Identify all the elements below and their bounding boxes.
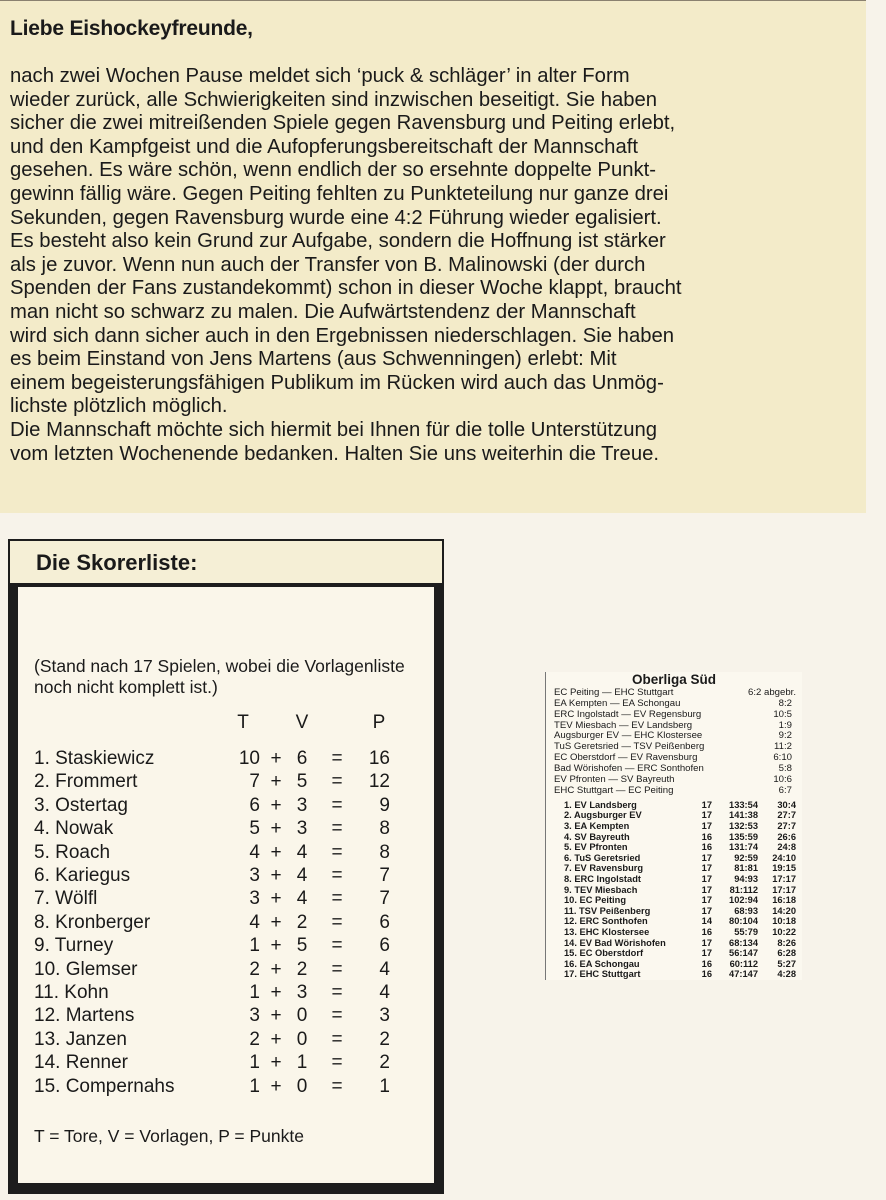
vorlagen-value: 3	[296, 982, 308, 1003]
letter-line: einem begeisterungsfähigen Publikum im Rücken wird auch das Unmög-	[10, 371, 664, 394]
game-match: Augsburger EV — EHC Klostersee	[554, 730, 703, 742]
standings-row	[546, 800, 802, 811]
standings-points: 19:15	[772, 863, 796, 874]
punkte-value: 16	[368, 748, 390, 769]
standings-row	[546, 863, 802, 874]
standings-games: 16	[701, 831, 712, 842]
game-score: 10:6	[773, 774, 792, 786]
punkte-value: 7	[379, 888, 390, 910]
tore-value: 7	[249, 771, 260, 793]
standings-row	[546, 959, 802, 970]
tore-value: 1	[249, 1075, 260, 1097]
punkte-value: 8	[379, 818, 390, 840]
standings-games: 17	[701, 873, 712, 884]
player-name: 13. Janzen	[34, 1028, 127, 1050]
letter-line: als je zuvor. Wenn nun auch der Transfer von B. Malinowski (der durch	[10, 253, 646, 276]
equals-sign: =	[331, 911, 343, 933]
game-result-row	[546, 786, 802, 797]
tore-value: 3	[249, 865, 260, 886]
standings-games: 17	[701, 905, 712, 916]
punkte-value: 12	[368, 771, 390, 793]
plus-sign: +	[270, 935, 282, 957]
plus-sign: +	[270, 911, 282, 933]
punkte-value: 2	[379, 1028, 390, 1050]
plus-sign: +	[270, 1005, 282, 1027]
equals-sign: =	[331, 748, 343, 769]
tore-value: 6	[249, 794, 260, 816]
punkte-value: 3	[379, 1005, 390, 1027]
standings-goals: 81:81	[734, 863, 758, 874]
standings-row	[546, 938, 802, 949]
vorlagen-value: 0	[296, 1005, 308, 1027]
scorer-row	[8, 935, 408, 959]
scorer-row	[8, 795, 408, 819]
game-result-row	[546, 710, 802, 721]
player-name: 14. Renner	[34, 1052, 129, 1074]
standings-goals: 131:74	[729, 842, 758, 853]
vorlagen-value: 0	[296, 1075, 308, 1097]
player-name: 12. Martens	[34, 1005, 135, 1027]
standings-goals: 135:59	[729, 831, 758, 842]
scorer-note: (Stand nach 17 Spielen, wobei die Vorlagenliste noch nicht komplett ist.)	[34, 656, 405, 697]
scorer-row	[8, 959, 408, 983]
vorlagen-value: 2	[296, 958, 308, 980]
tore-value: 1	[249, 1052, 260, 1074]
standings-games: 17	[701, 810, 712, 821]
plus-sign: +	[270, 794, 282, 816]
punkte-value: 4	[379, 982, 390, 1003]
scorer-title: Die Skorerliste:	[36, 550, 198, 575]
scorer-row	[8, 1052, 408, 1076]
equals-sign: =	[331, 794, 343, 816]
game-score: 11:2	[774, 741, 792, 753]
game-match: EC Oberstdorf — EV Ravensburg	[554, 752, 698, 764]
letter-title: Liebe Eishockeyfreunde,	[10, 17, 253, 40]
letter-line: gesehen. Es wäre schön, wenn endlich der so ersehnte doppelte Punkt-	[10, 159, 657, 182]
game-match: EHC Stuttgart — EC Peiting	[554, 784, 674, 796]
player-name: 7. Wölfl	[34, 888, 98, 910]
equals-sign: =	[331, 958, 343, 980]
equals-sign: =	[331, 1028, 343, 1050]
letter-line: vom letzten Wochenende bedanken. Halten Sie uns weiterhin die Treue.	[10, 442, 660, 465]
standings-team: 3. EA Kempten	[564, 821, 630, 831]
standings-games: 17	[701, 937, 712, 948]
scorer-row	[8, 1076, 408, 1100]
standings-row	[546, 853, 802, 864]
punkte-value: 9	[379, 794, 390, 816]
equals-sign: =	[331, 841, 343, 863]
standings-goals: 133:54	[729, 799, 758, 810]
equals-sign: =	[331, 865, 343, 886]
standings-points: 8:26	[777, 937, 796, 948]
scorer-row	[8, 888, 408, 912]
punkte-value: 1	[379, 1075, 390, 1097]
standings-row	[546, 874, 802, 885]
standings-team: 4. SV Bayreuth	[564, 831, 630, 842]
equals-sign: =	[331, 1052, 343, 1074]
letter-line: und den Kampfgeist und die Aufopferungsbereitschaft der Mannschaft	[10, 135, 639, 158]
player-name: 6. Kariegus	[34, 865, 131, 886]
tore-value: 1	[249, 982, 260, 1003]
standings-games: 17	[701, 863, 712, 874]
standings-row	[546, 969, 802, 980]
standings-points: 6:28	[777, 948, 796, 959]
header-punkte: P	[372, 712, 386, 733]
standings-goals: 102:94	[729, 895, 758, 906]
standings-row	[546, 832, 802, 843]
letter-line: wieder zurück, alle Schwierigkeiten sind inzwischen beseitigt. Sie haben	[10, 88, 658, 111]
standings-games: 17	[701, 884, 712, 895]
standings-team: 1. EV Landsberg	[564, 799, 637, 810]
standings-row	[546, 810, 802, 821]
standings-goals: 68:93	[734, 905, 758, 916]
standings-points: 10:22	[772, 926, 796, 937]
game-score: 6:7	[778, 784, 792, 796]
vorlagen-value: 0	[296, 1028, 308, 1050]
punkte-value: 6	[379, 911, 390, 933]
game-match: EV Pfronten — SV Bayreuth	[554, 774, 675, 786]
letter-line: man nicht so schwarz zu malen. Die Aufwärtstendenz der Mannschaft	[10, 300, 636, 323]
scorer-row	[8, 865, 408, 889]
standings-goals: 56:147	[729, 948, 758, 959]
standings-team: 14. EV Bad Wörishofen	[564, 937, 666, 948]
standings-team: 6. TuS Geretsried	[564, 852, 641, 863]
header-vorlagen: V	[295, 712, 309, 733]
standings-team: 12. ERC Sonthofen	[564, 916, 648, 927]
plus-sign: +	[270, 982, 282, 1003]
scorer-header	[8, 539, 444, 585]
standings-row	[546, 842, 802, 853]
plus-sign: +	[270, 1075, 282, 1097]
standings-goals: 47:147	[729, 969, 758, 980]
standings-games: 17	[701, 821, 712, 831]
letter-line: Die Mannschaft möchte sich hiermit bei Ihnen für die tolle Unterstützung	[10, 418, 658, 441]
game-score: 5:8	[778, 763, 792, 775]
standings-team: 13. EHC Klostersee	[564, 926, 650, 937]
tore-value: 4	[249, 841, 260, 863]
game-match: Bad Wörishofen — ERC Sonthofen	[554, 763, 704, 775]
game-match: EA Kempten — EA Schongau	[554, 697, 681, 709]
standings-points: 24:10	[772, 852, 796, 863]
letter-body	[10, 65, 866, 466]
standings-row	[546, 948, 802, 959]
standings-team: 17. EHC Stuttgart	[564, 969, 641, 980]
standings-points: 4:28	[777, 969, 796, 980]
player-name: 5. Roach	[34, 841, 111, 863]
vorlagen-value: 6	[296, 748, 308, 769]
punkte-value: 2	[379, 1052, 390, 1074]
standings-team: 5. EV Pfronten	[564, 842, 628, 853]
punkte-value: 4	[379, 958, 390, 980]
equals-sign: =	[331, 935, 343, 957]
game-score: 8:2	[778, 697, 792, 709]
standings-team: 16. EA Schongau	[564, 958, 640, 969]
plus-sign: +	[270, 958, 282, 980]
vorlagen-value: 4	[296, 865, 308, 886]
vorlagen-value: 5	[296, 935, 308, 957]
player-name: 1. Staskiewicz	[34, 748, 155, 769]
standings-row	[546, 885, 802, 896]
vorlagen-value: 3	[296, 818, 308, 840]
standings-games: 14	[701, 916, 712, 927]
standings-games: 17	[701, 948, 712, 959]
standings-goals: 132:53	[729, 821, 758, 831]
standings-goals: 68:134	[729, 937, 758, 948]
tore-value: 4	[249, 911, 260, 933]
liga-box	[545, 672, 802, 980]
letter-line: es beim Einstand von Jens Martens (aus Schwenningen) erlebt: Mit	[10, 348, 617, 371]
equals-sign: =	[331, 771, 343, 793]
scorer-row	[8, 1029, 408, 1053]
standings-goals: 92:59	[734, 852, 758, 863]
scorer-row	[8, 842, 408, 866]
standings-games: 16	[701, 842, 712, 853]
standings-goals: 60:112	[729, 958, 758, 969]
standings-goals: 141:38	[729, 810, 758, 821]
standings-team: 9. TEV Miesbach	[564, 884, 638, 895]
standings-row	[546, 906, 802, 917]
standings-games: 16	[701, 969, 712, 980]
letter-line: sicher die zwei mitreißenden Spiele gegen Ravensburg und Peiting erlebt,	[10, 112, 676, 135]
standings-games: 16	[701, 926, 712, 937]
standings-points: 14:20	[772, 905, 796, 916]
plus-sign: +	[270, 1028, 282, 1050]
plus-sign: +	[270, 841, 282, 863]
letter-line: Sekunden, gegen Ravensburg wurde eine 4:2 Führung wieder egalisiert.	[10, 206, 662, 229]
standings-points: 30:4	[777, 799, 796, 810]
game-match: ERC Ingolstadt — EV Regensburg	[554, 708, 702, 720]
player-name: 4. Nowak	[34, 818, 114, 840]
tore-value: 3	[249, 888, 260, 910]
game-score: 1:9	[778, 719, 792, 731]
letter-line: nach zwei Wochen Pause meldet sich ‘puck & schläger’ in alter Form	[10, 65, 630, 87]
letter-line: lichste plötzlich möglich.	[10, 395, 228, 418]
scorer-row	[8, 982, 408, 1006]
standings-goals: 55:79	[734, 926, 758, 937]
standings-team: 7. EV Ravensburg	[564, 863, 644, 874]
liga-title: Oberliga Süd	[631, 672, 716, 687]
equals-sign: =	[331, 888, 343, 910]
tore-value: 2	[249, 1028, 260, 1050]
vorlagen-value: 5	[296, 771, 308, 793]
standings-games: 16	[701, 958, 712, 969]
standings-row	[546, 916, 802, 927]
letter-section	[0, 0, 866, 513]
standings-games: 17	[701, 895, 712, 906]
plus-sign: +	[270, 888, 282, 910]
scorer-row	[8, 771, 408, 795]
standings-row	[546, 927, 802, 938]
standings-points: 27:7	[777, 821, 796, 831]
standings-goals: 94:93	[734, 873, 758, 884]
vorlagen-value: 4	[296, 841, 308, 863]
game-match: TEV Miesbach — EV Landsberg	[554, 719, 693, 731]
vorlagen-value: 3	[296, 794, 308, 816]
tore-value: 2	[249, 958, 260, 980]
standings-row	[546, 821, 802, 832]
plus-sign: +	[270, 865, 282, 886]
plus-sign: +	[270, 818, 282, 840]
scorer-legend: T = Tore, V = Vorlagen, P = Punkte	[34, 1126, 304, 1146]
scorer-row	[8, 818, 408, 842]
standings-games: 17	[701, 799, 712, 810]
player-name: 9. Turney	[34, 935, 114, 957]
standings-team: 10. EC Peiting	[564, 895, 626, 906]
game-score: 6:10	[773, 752, 792, 764]
plus-sign: +	[270, 771, 282, 793]
plus-sign: +	[270, 1052, 282, 1074]
vorlagen-value: 1	[296, 1052, 308, 1074]
game-match: TuS Geretsried — TSV Peißenberg	[554, 741, 705, 753]
standings-team: 11. TSV Peißenberg	[564, 905, 651, 916]
game-score: 6:2 abgebr.	[747, 686, 796, 698]
standings-points: 26:6	[777, 831, 796, 842]
player-name: 15. Compernahs	[34, 1075, 175, 1097]
equals-sign: =	[331, 1005, 343, 1027]
liga-results	[546, 688, 802, 797]
punkte-value: 8	[379, 841, 390, 863]
player-name: 11. Kohn	[34, 982, 109, 1003]
game-match: EC Peiting — EHC Stuttgart	[554, 686, 674, 698]
letter-line: gewinn fällig wäre. Gegen Peiting fehlten zu Punkteteilung nur ganze drei	[10, 182, 669, 205]
scorer-row	[8, 748, 408, 772]
vorlagen-value: 4	[296, 888, 308, 910]
standings-points: 10:18	[772, 916, 796, 927]
player-name: 2. Frommert	[34, 771, 138, 793]
punkte-value: 7	[379, 865, 390, 886]
header-tore: T	[237, 712, 249, 733]
game-score: 10:5	[773, 708, 792, 720]
standings-goals: 80:104	[729, 916, 758, 927]
letter-line: wird sich dann sicher auch in den Ergebnissen niederschlagen. Sie haben	[10, 324, 675, 347]
letter-line: Es besteht also kein Grund zur Aufgabe, sondern die Hoffnung ist stärker	[10, 230, 666, 253]
standings-points: 27:7	[777, 810, 796, 821]
equals-sign: =	[331, 1075, 343, 1097]
scorer-row	[8, 1005, 408, 1029]
tore-value: 5	[249, 818, 260, 840]
standings-points: 16:18	[772, 895, 796, 906]
standings-points: 5:27	[777, 958, 796, 969]
letter-line: Spenden der Fans zustandekommt) schon in dieser Woche klappt, braucht	[10, 277, 682, 300]
standings-points: 17:17	[772, 873, 796, 884]
tore-value: 10	[238, 748, 260, 769]
tore-value: 3	[249, 1005, 260, 1027]
player-name: 3. Ostertag	[34, 794, 128, 816]
standings-points: 24:8	[777, 842, 796, 853]
scorer-column-headers	[8, 712, 408, 736]
plus-sign: +	[270, 748, 282, 769]
vorlagen-value: 2	[296, 911, 308, 933]
standings-points: 17:17	[772, 884, 796, 895]
equals-sign: =	[331, 982, 343, 1003]
standings-team: 8. ERC Ingolstadt	[564, 873, 641, 884]
punkte-value: 6	[379, 935, 390, 957]
standings-team: 2. Augsburger EV	[564, 810, 642, 821]
liga-standings	[546, 800, 802, 980]
standings-row	[546, 895, 802, 906]
standings-team: 15. EC Oberstdorf	[564, 948, 644, 959]
game-score: 9:2	[778, 730, 792, 742]
player-name: 8. Kronberger	[34, 911, 151, 933]
player-name: 10. Glemser	[34, 958, 138, 980]
standings-goals: 81:112	[729, 884, 758, 895]
equals-sign: =	[331, 818, 343, 840]
tore-value: 1	[249, 935, 260, 957]
scorer-row	[8, 912, 408, 936]
standings-games: 17	[701, 852, 712, 863]
